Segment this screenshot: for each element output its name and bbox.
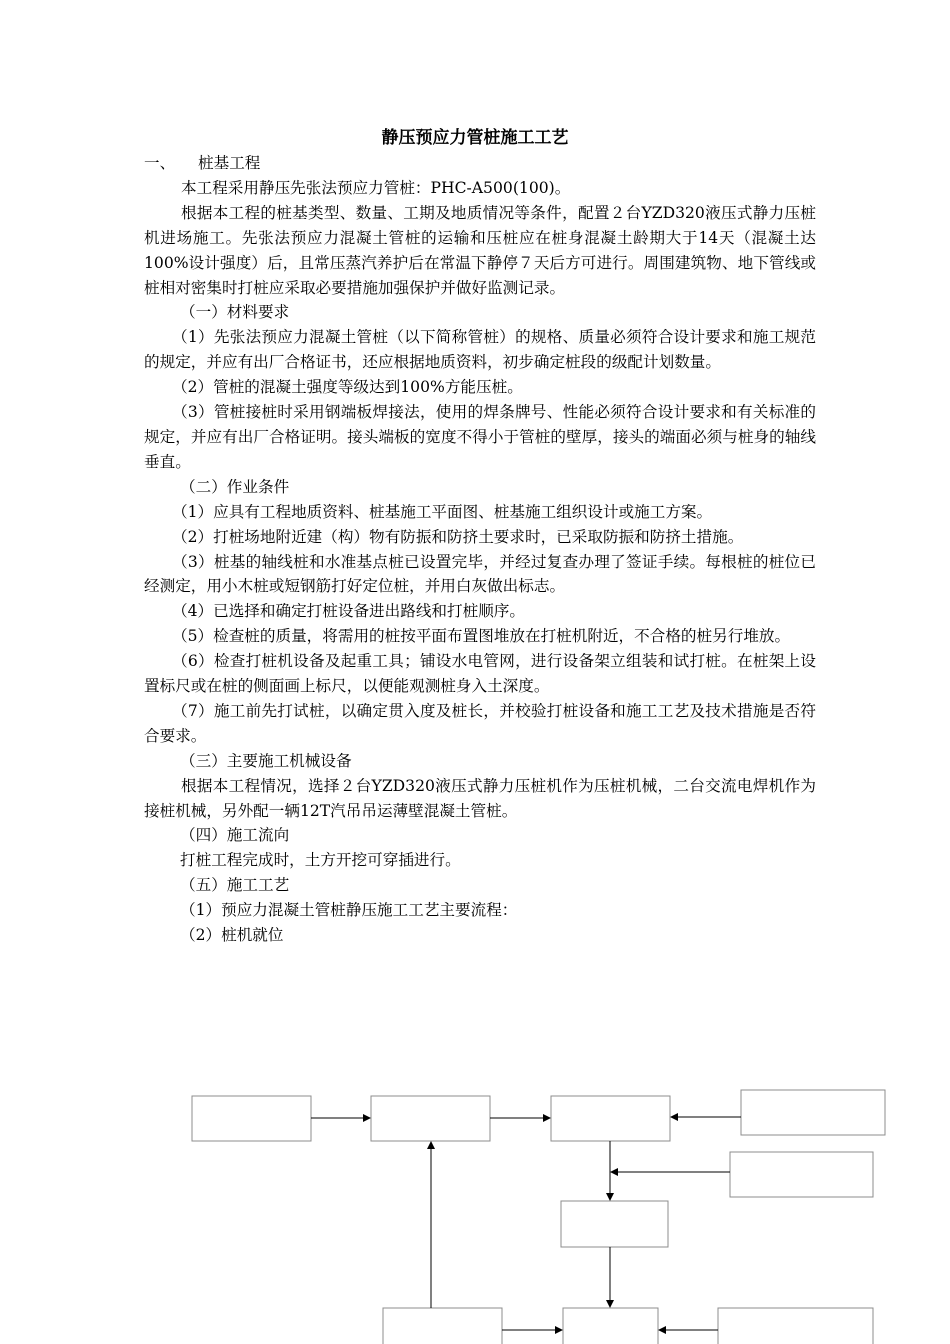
subsection-heading: （四）施工流向 xyxy=(180,826,290,845)
flow-box xyxy=(192,1096,311,1141)
subsection-heading: （三）主要施工机械设备 xyxy=(180,751,352,770)
flow-box xyxy=(741,1090,885,1135)
flow-box xyxy=(730,1152,873,1197)
paragraph: （1）预应力混凝土管桩静压施工工艺主要流程： xyxy=(180,901,518,920)
paragraph: （1）先张法预应力混凝土管桩（以下简称管桩）的规格、质量必须符合设计要求和施工规范的规定，并应有出厂合格证书，还应根据地质资料，初步确定桩段的级配计划数量。 xyxy=(144,328,816,372)
paragraph: （2）桩机就位 xyxy=(180,926,284,945)
paragraph: （1）应具有工程地质资料、桩基施工平面图、桩基施工组织设计或施工方案。 xyxy=(172,502,713,521)
paragraph: （6）检查打桩机设备及起重工具；铺设水电管网，进行设备架立组装和试打桩。在桩架上设置标尺或在桩的侧面画上标尺，以便能观测桩身入土深度。 xyxy=(144,652,816,696)
paragraph: 打桩工程完成时，土方开挖可穿插进行。 xyxy=(180,851,461,870)
flow-box xyxy=(561,1201,668,1247)
section-label: 桩基工程 xyxy=(198,154,261,172)
section-heading xyxy=(144,151,816,176)
paragraph: （3）管桩接桩时采用钢端板焊接法，使用的焊条牌号、性能必须符合设计要求和有关标准的规定，并应有出厂合格证明。接头端板的宽度不得小于管桩的壁厚，接头的端面必须与桩身的轴线垂直。 xyxy=(144,403,816,471)
subsection-heading: （五）施工工艺 xyxy=(180,876,290,895)
paragraph: （4）已选择和确定打桩设备进出路线和打桩顺序。 xyxy=(172,602,525,621)
paragraph: 本工程采用静压先张法预应力管桩：PHC-A500(100)。 xyxy=(181,178,571,197)
section-number: 一、 xyxy=(144,154,176,172)
paragraph: （5）检查桩的质量，将需用的桩按平面布置图堆放在打桩机附近，不合格的桩另行堆放。 xyxy=(172,627,791,646)
subsection-heading: （一）材料要求 xyxy=(180,303,290,322)
flow-box xyxy=(371,1096,490,1141)
document-body xyxy=(144,151,816,948)
paragraph: 根据本工程的桩基类型、数量、工期及地质情况等条件，配置２台YZD320液压式静力压桩机进场施工。先张法预应力混凝土管桩的运输和压桩应在桩身混凝土龄期大于14天（混凝土达100%设计强度）后，且常压蒸汽养护后在常温下静停７天后方可进行。周围建筑物、地下管线或桩相对密集时打桩应采取必要措施加强保护并做好监测记录。 xyxy=(144,203,816,297)
paragraph: （2）打桩场地附近建（构）物有防振和防挤土要求时，已采取防振和防挤土措施。 xyxy=(172,527,744,546)
paragraph: （7）施工前先打试桩，以确定贯入度及桩长，并校验打桩设备和施工工艺及技术措施是否符合要求。 xyxy=(144,701,816,745)
flow-box xyxy=(563,1308,658,1344)
flow-box xyxy=(383,1308,502,1344)
flow-box xyxy=(718,1308,873,1344)
flow-box xyxy=(551,1096,670,1141)
paragraph: （3）桩基的轴线桩和水准基点桩已设置完毕，并经过复查办理了签证手续。每根桩的桩位已经测定，用小木桩或短钢筋打好定位桩，并用白灰做出标志。 xyxy=(144,552,816,596)
process-flowchart xyxy=(0,1080,950,1344)
paragraph: 根据本工程情况，选择２台YZD320液压式静力压桩机作为压桩机械，二台交流电焊机作为接桩机械，另外配一辆12T汽吊吊运薄壁混凝土管桩。 xyxy=(144,776,816,820)
document-title: 静压预应力管桩施工工艺 xyxy=(381,128,569,148)
paragraph: （2）管桩的混凝土强度等级达到100%方能压桩。 xyxy=(172,378,523,397)
subsection-heading: （二）作业条件 xyxy=(180,477,290,496)
